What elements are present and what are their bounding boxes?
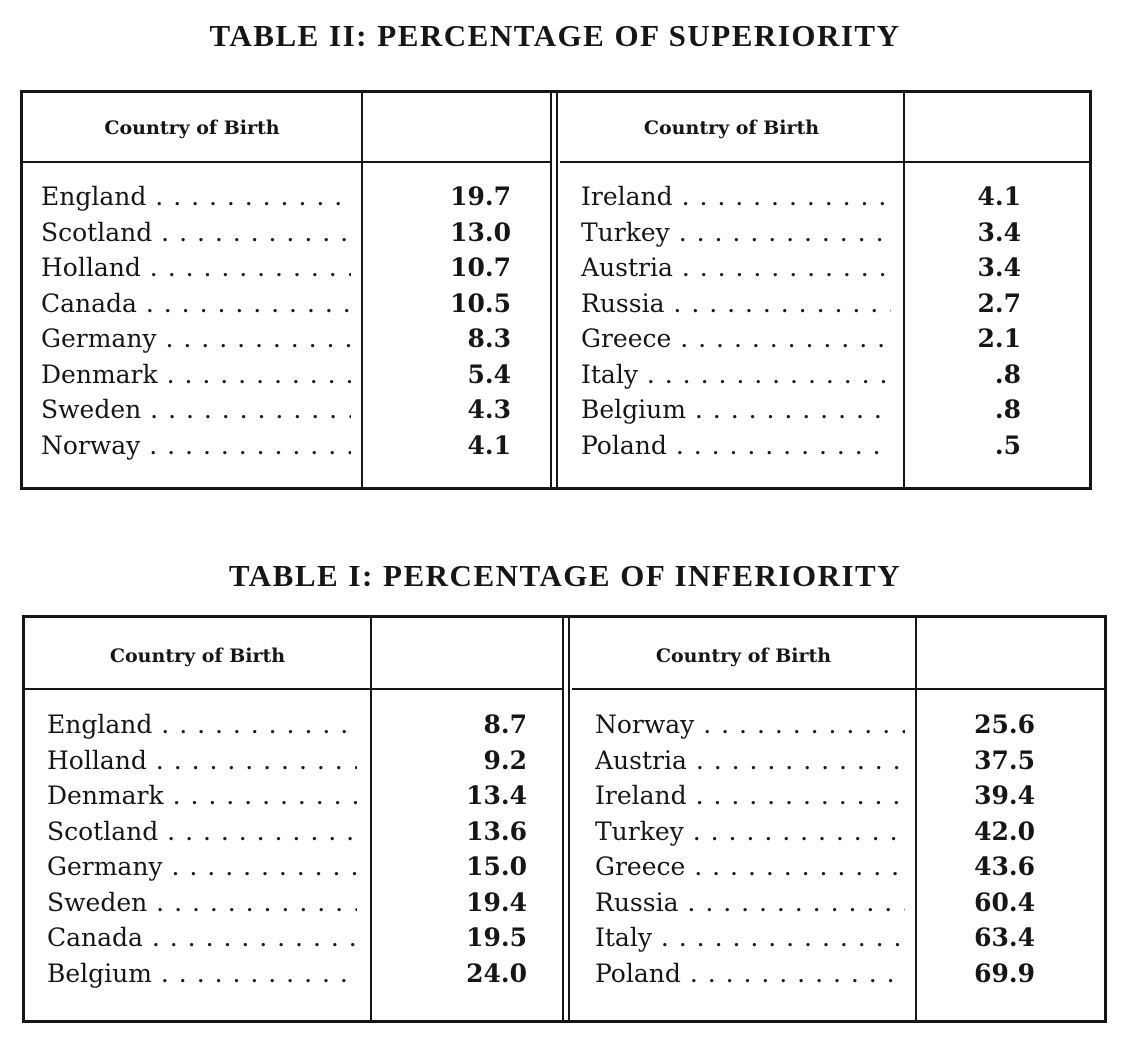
table-row	[581, 321, 1051, 357]
table-row	[41, 250, 511, 286]
table-row	[581, 392, 1051, 428]
percentage-value: 8.7	[483, 710, 527, 739]
table-row	[595, 743, 1065, 779]
country-name: Poland . . .	[595, 956, 905, 992]
percentage-value: 4.1	[467, 430, 511, 460]
country-name: England . . .	[47, 707, 357, 743]
country-name: Canada . . .	[47, 920, 357, 956]
table-row	[47, 920, 527, 956]
country-name: Russia . . .	[581, 286, 891, 322]
table-row	[41, 179, 511, 215]
table-row	[595, 778, 1065, 814]
table-row	[41, 321, 511, 357]
percentage-value: 24.0	[466, 958, 527, 988]
percentage-value: 13.4	[466, 781, 527, 810]
header-rule	[560, 161, 1092, 163]
country-name: Austria . . .	[595, 743, 905, 779]
table-row	[41, 286, 511, 322]
percentage-value: 3.4	[977, 253, 1021, 282]
table-row	[595, 885, 1065, 921]
table-row	[47, 849, 527, 885]
country-name: Poland . . .	[581, 428, 891, 464]
column-header-country-right: Country of Birth	[643, 117, 820, 139]
percentage-value: .5	[994, 430, 1021, 460]
table-row	[41, 392, 511, 428]
table-row	[595, 956, 1065, 992]
table-i-right-rows	[595, 707, 1065, 991]
country-name: Belgium . . .	[581, 392, 891, 428]
table-row	[41, 428, 511, 464]
double-divider	[550, 93, 558, 487]
column-header-country-left: Country of Birth	[104, 117, 280, 139]
percentage-value: 37.5	[974, 745, 1035, 775]
table-ii-right-rows	[581, 179, 1051, 463]
country-name: Turkey . . .	[595, 814, 905, 850]
table-ii	[20, 90, 1092, 490]
country-name: Denmark . . .	[47, 778, 357, 814]
country-name: Scotland . . .	[47, 814, 357, 850]
percentage-value: 4.3	[467, 395, 511, 424]
country-name: Sweden . . .	[47, 885, 357, 921]
percentage-value: 13.6	[466, 816, 527, 846]
column-header-country-right: Country of Birth	[655, 645, 832, 667]
percentage-value: 39.4	[974, 781, 1035, 810]
table-i	[22, 615, 1107, 1023]
table-row	[595, 920, 1065, 956]
table-row	[595, 814, 1065, 850]
percentage-value: 4.1	[977, 182, 1021, 211]
country-name: Canada . . .	[41, 286, 351, 322]
country-name: Russia . . .	[595, 885, 905, 921]
percentage-value: 13.0	[450, 217, 511, 247]
country-name: Austria . . .	[581, 250, 891, 286]
percentage-value: 10.7	[450, 253, 511, 282]
country-name: Norway . . .	[41, 428, 351, 464]
double-divider	[562, 618, 570, 1020]
percentage-value: 15.0	[466, 852, 527, 881]
percentage-value: 5.4	[467, 359, 511, 389]
table-row	[47, 814, 527, 850]
header-rule	[23, 161, 550, 163]
country-name: Holland . . .	[41, 250, 351, 286]
table-row	[47, 743, 527, 779]
column-header-country-left: Country of Birth	[109, 645, 286, 667]
country-name: Greece . . .	[581, 321, 891, 357]
country-name: Norway . . .	[595, 707, 905, 743]
header-rule	[572, 688, 1107, 690]
percentage-value: 19.5	[466, 923, 527, 952]
country-name: Italy . . .	[581, 357, 891, 393]
table-row	[47, 956, 527, 992]
percentage-value: 2.1	[977, 324, 1021, 353]
country-name: Greece . . .	[595, 849, 905, 885]
percentage-value: 19.7	[450, 182, 511, 211]
country-name: Turkey . . .	[581, 215, 891, 251]
header-rule	[25, 688, 562, 690]
table-i-title: TABLE I: PERCENTAGE OF INFERIORITY	[228, 558, 902, 593]
table-row	[47, 778, 527, 814]
table-row	[47, 707, 527, 743]
percentage-value: 60.4	[974, 887, 1035, 917]
table-row	[581, 250, 1051, 286]
percentage-value: .8	[994, 359, 1021, 389]
table-ii-left-rows	[41, 179, 511, 463]
table-row	[595, 707, 1065, 743]
percentage-value: 9.2	[483, 745, 527, 775]
table-i-left-rows	[47, 707, 527, 991]
country-name: Belgium . . .	[47, 956, 357, 992]
percentage-value: .8	[994, 395, 1021, 424]
table-row	[581, 428, 1051, 464]
percentage-value: 63.4	[974, 923, 1035, 952]
percentage-value: 10.5	[450, 288, 511, 318]
percentage-value: 25.6	[974, 710, 1035, 739]
percentage-value: 69.9	[974, 958, 1035, 988]
country-name: Holland . . .	[47, 743, 357, 779]
percentage-value: 8.3	[467, 324, 511, 353]
country-name: Denmark . . .	[41, 357, 351, 393]
country-name: Germany . . .	[41, 321, 351, 357]
percentage-value: 42.0	[974, 816, 1035, 846]
table-row	[41, 215, 511, 251]
percentage-value: 43.6	[974, 852, 1035, 881]
country-name: Scotland . . .	[41, 215, 351, 251]
country-name: Germany . . .	[47, 849, 357, 885]
table-row	[47, 885, 527, 921]
table-ii-title: TABLE II: PERCENTAGE OF SUPERIORITY	[209, 18, 901, 53]
country-name: Italy . . .	[595, 920, 905, 956]
country-name: Ireland . . .	[581, 179, 891, 215]
table-row	[41, 357, 511, 393]
country-name: Sweden . . .	[41, 392, 351, 428]
country-name: Ireland . . .	[595, 778, 905, 814]
table-row	[595, 849, 1065, 885]
table-row	[581, 357, 1051, 393]
table-row	[581, 215, 1051, 251]
country-name: England . . .	[41, 179, 351, 215]
percentage-value: 3.4	[977, 217, 1021, 247]
percentage-value: 19.4	[466, 887, 527, 917]
table-row	[581, 286, 1051, 322]
percentage-value: 2.7	[977, 288, 1021, 318]
table-row	[581, 179, 1051, 215]
